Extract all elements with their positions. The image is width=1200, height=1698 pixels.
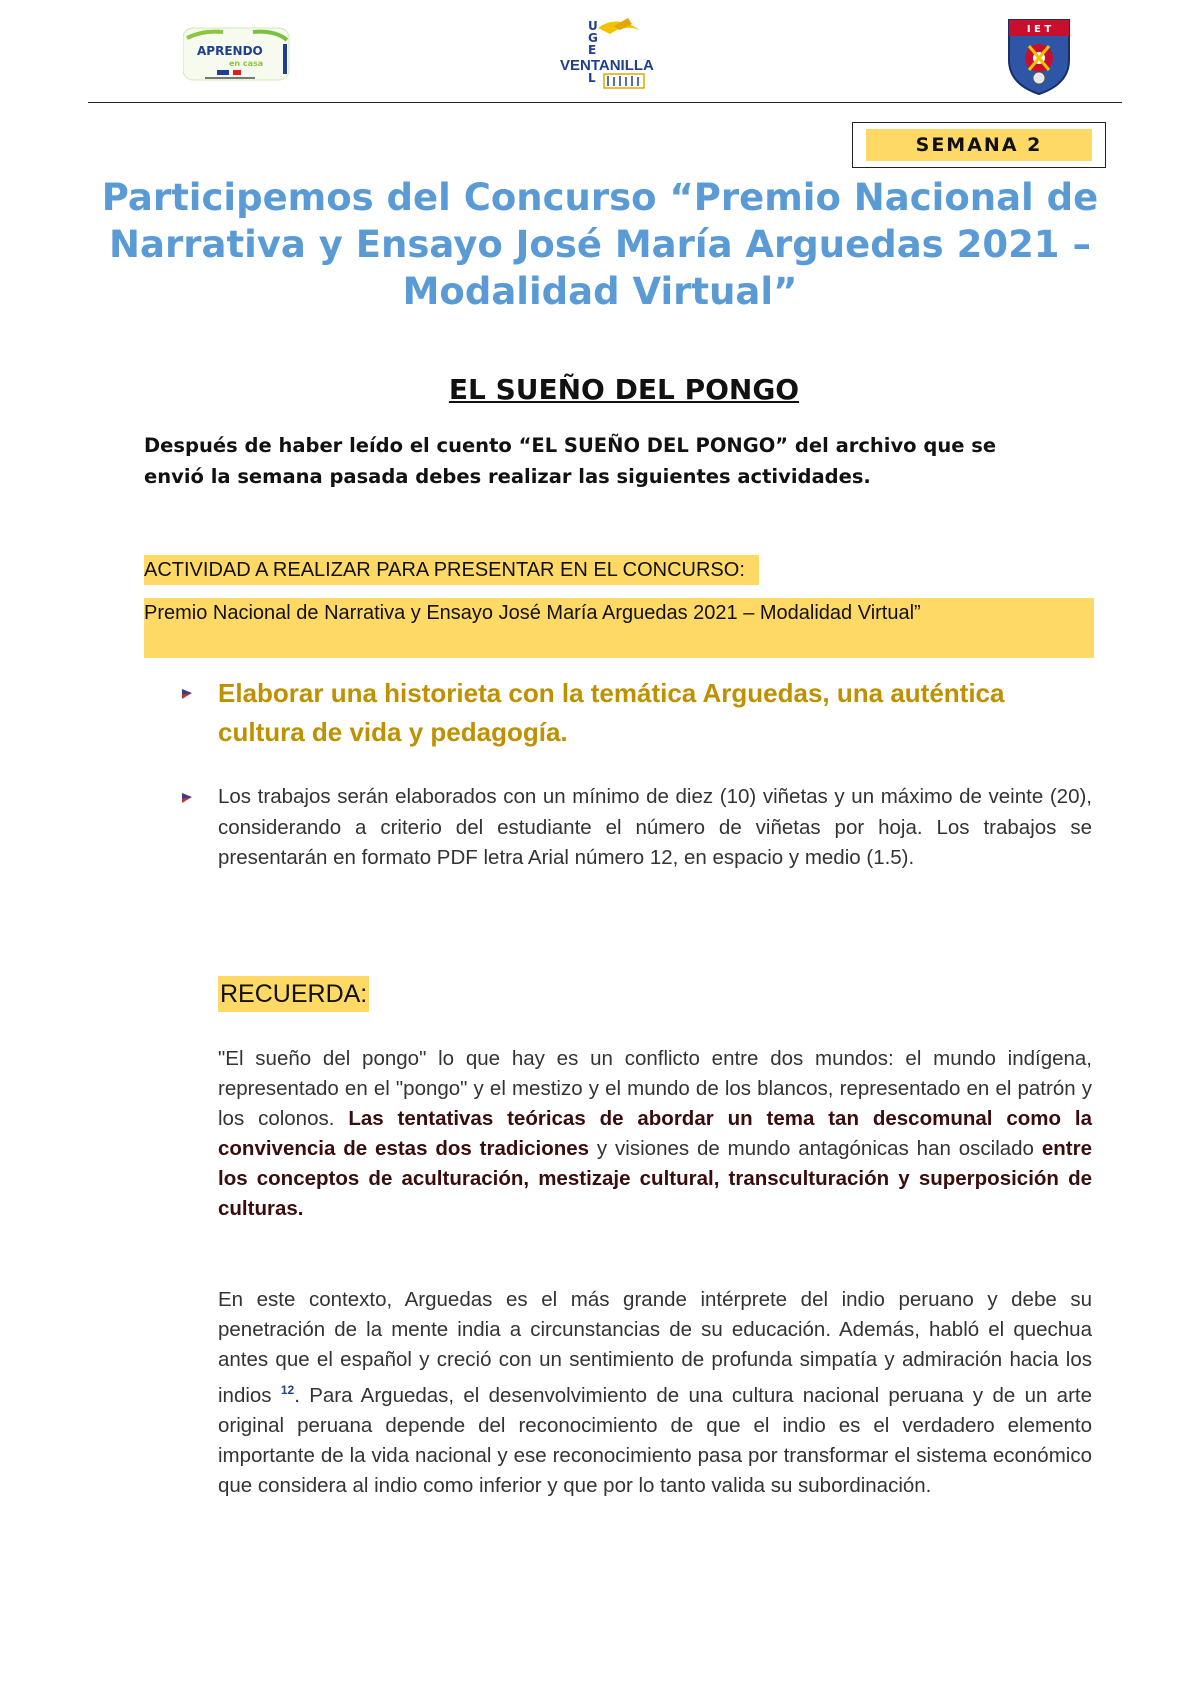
svg-text:G: G (588, 31, 598, 45)
paragraph-1-text-a: "El sueño del pongo" lo que hay es un conflicto entre dos mundos: el mundo indígena, representado en el "pongo" y el mestizo y el mundo de los blancos, representado en el patrón y los colonos. (218, 1047, 1092, 1130)
intro-paragraph (144, 430, 1104, 492)
recuerda-heading: RECUERDA: (218, 976, 369, 1012)
week-label: SEMANA 2 (866, 129, 1092, 161)
title-line-1: Participemos del Concurso “Premio Nacional de (101, 176, 1099, 219)
svg-text:U: U (588, 19, 598, 33)
requirements-bullet: Los trabajos serán elaborados con un mínimo de diez (10) viñetas y un máximo de veinte (20), considerando a criterio del estudiante el número de viñetas por hoja. Los trabajos se presentarán en formato PDF letra Arial número 12, en espacio y medio (1.5). (218, 785, 1092, 869)
svg-text:I E T: I E T (1026, 24, 1052, 35)
svg-text:VENTANILLA: VENTANILLA (560, 57, 654, 74)
paragraph-1-bold-d: entre los conceptos de aculturación, mestizaje cultural, transculturación y superposición de culturas. (218, 1137, 1092, 1220)
title-line-3: Modalidad Virtual” (402, 270, 798, 313)
main-task-bullet: Elaborar una historieta con la temática Arguedas, una auténtica cultura de vida y pedagogía. (218, 678, 1005, 747)
iet-school-crest (1003, 16, 1075, 96)
ugel-ventanilla-logo (558, 16, 678, 92)
title-line-2: Narrativa y Ensayo José María Arguedas 2021 – (109, 223, 1091, 266)
context-paragraph-2 (218, 1285, 1092, 1501)
svg-text:L: L (588, 71, 596, 85)
bullet-arrow-icon (180, 789, 196, 805)
svg-text:E: E (588, 43, 597, 57)
page-title (40, 174, 1160, 315)
bullet-arrow-icon (180, 685, 196, 701)
paragraph-2-text-b: . Para Arguedas, el desenvolvimiento de una cultura nacional peruana y de un arte original peruana depende del reconocimiento de que el indio es el verdadero elemento importante de la vida nacional y ese reconocimiento pasa por transformar el sistema económico que considera al indio como inferior y que por lo tanto valida su subordinación. (218, 1383, 1092, 1497)
paragraph-2-text-a: En este contexto, Arguedas es el más grande intérprete del indio peruano y debe su penetración de la mente india a circunstancias de su educación. Además, habló el quechua antes que el español y creció con un sentimiento de profunda simpatía y admiración hacia los indios (218, 1288, 1092, 1407)
footnote-reference[interactable]: 12 (280, 1383, 295, 1397)
intro-line-2: envió la semana pasada debes realizar las siguientes actividades. (144, 465, 871, 488)
activity-label: ACTIVIDAD A REALIZAR PARA PRESENTAR EN EL CONCURSO: (144, 555, 759, 585)
context-paragraph-1 (218, 1044, 1092, 1224)
paragraph-1-bold-b: Las tentativas teóricas de abordar un tema tan descomunal como la convivencia de estas dos tradiciones (218, 1107, 1092, 1160)
svg-text:en casa: en casa (229, 59, 264, 68)
week-label-box (852, 122, 1106, 168)
header-divider (88, 102, 1122, 103)
aprendo-en-casa-logo (183, 26, 293, 82)
intro-line-1: Después de haber leído el cuento “EL SUEÑO DEL PONGO” del archivo que se (144, 434, 997, 457)
svg-text:APRENDO: APRENDO (197, 44, 263, 58)
page-header (88, 16, 1122, 102)
contest-name-highlight: Premio Nacional de Narrativa y Ensayo José María Arguedas 2021 – Modalidad Virtual” (144, 598, 1094, 658)
story-title: EL SUEÑO DEL PONGO (448, 373, 800, 406)
paragraph-1-text-c: y visiones de mundo antagónicas han oscilado (589, 1137, 1042, 1160)
